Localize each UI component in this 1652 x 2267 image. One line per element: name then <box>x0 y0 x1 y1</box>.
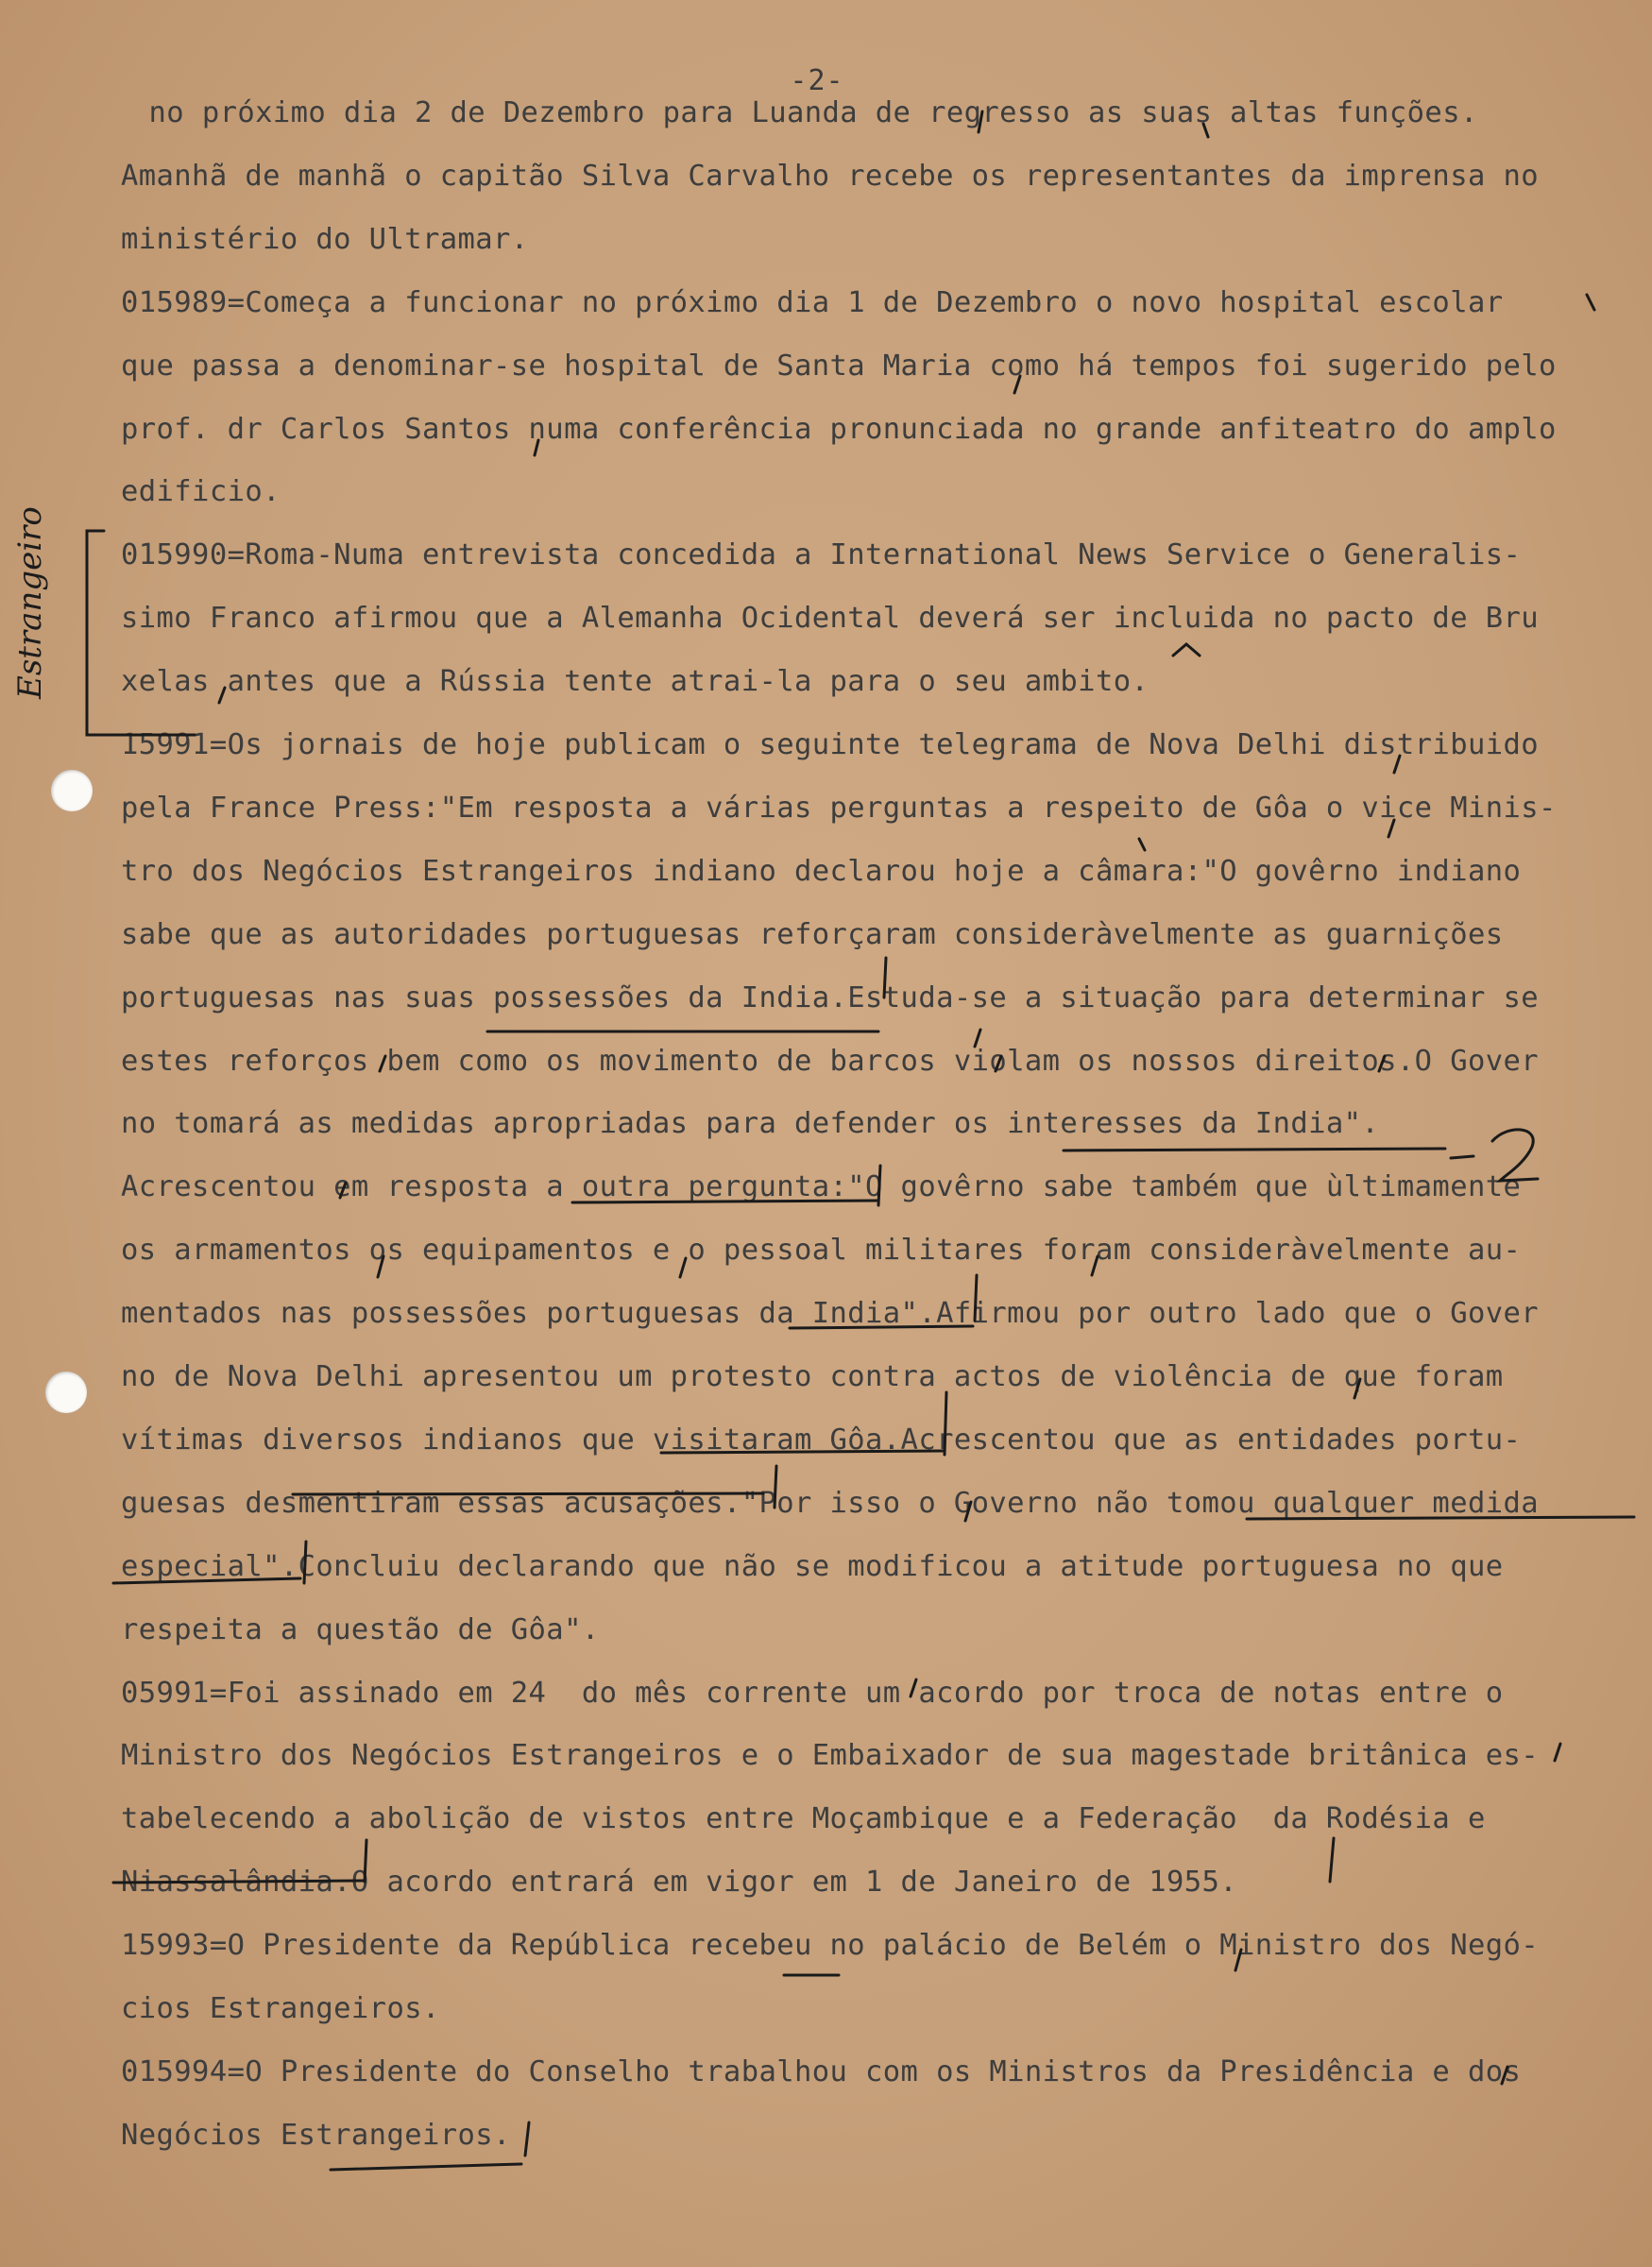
text-line: no tomará as medidas apropriadas para defender os interesses da India". <box>121 1107 1380 1141</box>
text-line: os armamentos os equipamentos e o pessoal militares foram consideràvelmente au- <box>121 1234 1522 1268</box>
text-line: estes reforços bem como os movimento de barcos violam os nossos direitos.O Gover <box>121 1044 1540 1078</box>
text-line: no de Nova Delhi apresentou um protesto contra actos de violência de que foram <box>121 1360 1504 1393</box>
text-line: especial".Concluiu declarando que não se modificou a atitude portuguesa no que <box>121 1549 1504 1583</box>
text-line: portuguesas nas suas possessões da India.Estuda-se a situação para determinar se <box>121 980 1540 1014</box>
text-line: Negócios Estrangeiros. <box>121 2118 511 2152</box>
text-line: 15993=O Presidente da República recebeu no palácio de Belém o Ministro dos Negó- <box>121 1929 1540 1963</box>
text-line: simo Franco afirmou que a Alemanha Ocidental deverá ser incluida no pacto de Bru <box>121 602 1540 636</box>
text-line: xelas antes que a Rússia tente atrai-la para o seu ambito. <box>121 665 1150 699</box>
handwritten-margin-note: Estrangeiro <box>11 506 49 699</box>
text-line: sabe que as autoridades portuguesas reforçaram consideràvelmente as guarnições <box>121 917 1504 951</box>
text-line: cios Estrangeiros. <box>121 1992 440 2025</box>
text-line: 015994=O Presidente do Conselho trabalhou com os Ministros da Presidência e dos <box>121 2054 1522 2088</box>
text-line: mentados nas possessões portuguesas da India".Afirmou por outro lado que o Gover <box>121 1297 1540 1331</box>
text-line: 015989=Começa a funcionar no próximo dia 1 de Dezembro o novo hospital escolar <box>121 285 1504 319</box>
text-line: Niassalândia.O acordo entrará em vigor em 1 de Janeiro de 1955. <box>121 1866 1238 1900</box>
text-line: guesas desmentiram essas acusações."Por isso o Governo não tomou qualquer medida <box>121 1486 1540 1520</box>
punch-hole-top <box>51 770 93 811</box>
text-line: 015990=Roma-Numa entrevista concedida a International News Service o Generalis- <box>121 538 1522 572</box>
text-line: Amanhã de manhã o capitão Silva Carvalho recebe os representantes da imprensa no <box>121 159 1540 193</box>
page-number: -2- <box>790 64 844 97</box>
text-line: pela France Press:"Em resposta a várias perguntas a respeito de Gôa o vice Minis- <box>121 791 1557 825</box>
text-line: edificio. <box>121 475 281 509</box>
text-line: no próximo dia 2 de Dezembro para Luanda de regresso as suas altas funções. <box>113 96 1478 129</box>
text-line: 15991=Os jornais de hoje publicam o seguinte telegrama de Nova Delhi distribuido <box>121 728 1540 761</box>
punch-hole-bottom <box>45 1372 87 1413</box>
text-line: tro dos Negócios Estrangeiros indiano declarou hoje a câmara:"O govêrno indiano <box>121 854 1522 888</box>
text-line: Acrescentou em resposta a outra pergunta:"O govêrno sabe também que ùltimamente <box>121 1170 1522 1204</box>
text-line: ministério do Ultramar. <box>121 222 529 256</box>
text-line: respeita a questão de Gôa". <box>121 1612 600 1646</box>
text-line: Ministro dos Negócios Estrangeiros e o Embaixador de sua magestade britânica es- <box>121 1739 1540 1773</box>
text-line: prof. dr Carlos Santos numa conferência pronunciada no grande anfiteatro do amplo <box>121 412 1557 446</box>
text-line: tabelecendo a abolição de vistos entre Moçambique e a Federação da Rodésia e <box>121 1802 1486 1836</box>
text-line: que passa a denominar-se hospital de Santa Maria como há tempos foi sugerido pelo <box>121 349 1557 383</box>
text-line: 05991=Foi assinado em 24 do mês corrente um acordo por troca de notas entre o <box>121 1676 1504 1710</box>
text-line: vítimas diversos indianos que visitaram Gôa.Acrescentou que as entidades portu- <box>121 1423 1522 1457</box>
